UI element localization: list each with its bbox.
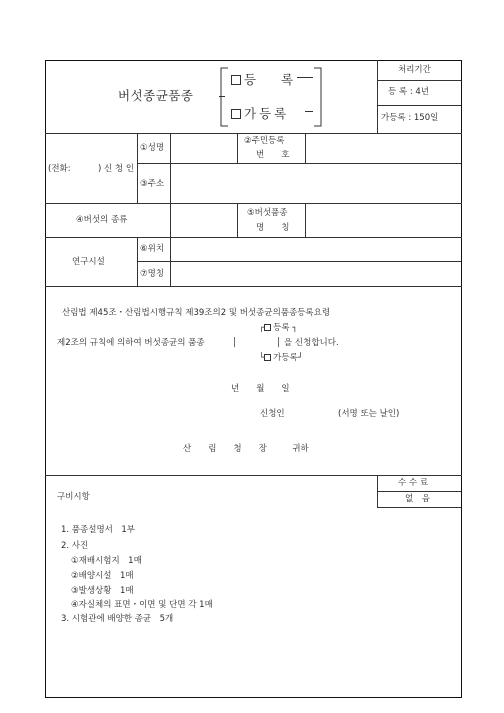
id-number-field[interactable] bbox=[306, 134, 460, 162]
document-item: ③발생상황 1매 bbox=[71, 586, 134, 596]
location-field[interactable] bbox=[171, 238, 460, 260]
location-label: ⑥위치 bbox=[140, 244, 165, 254]
facility-name-label: ⑦명칭 bbox=[140, 269, 165, 279]
signer-label: 신청인 bbox=[260, 409, 285, 419]
checkbox-icon[interactable] bbox=[231, 75, 241, 85]
mushroom-type-field[interactable] bbox=[171, 204, 236, 236]
document-item: 2. 사진 bbox=[61, 541, 89, 551]
register-period: 등 록 : 4년 bbox=[388, 87, 430, 97]
checkbox-icon[interactable] bbox=[264, 354, 271, 361]
variety-name-label: ⑤버섯품종 bbox=[247, 208, 288, 218]
phone-close: ) bbox=[98, 164, 102, 174]
document-item: 3. 시험관에 배양한 종균 5개 bbox=[61, 614, 174, 624]
variety-name-field[interactable] bbox=[306, 204, 460, 236]
option-provisional-small[interactable]: └ 가등록┘ bbox=[259, 353, 303, 363]
checkbox-icon[interactable] bbox=[264, 324, 271, 331]
document-item: 1. 품종설명서 1부 bbox=[61, 525, 135, 535]
id-number-label-2: 번 호 bbox=[256, 150, 290, 160]
checkbox-icon[interactable] bbox=[231, 109, 241, 119]
left-bracket bbox=[219, 67, 229, 127]
address-label: ③주소 bbox=[140, 179, 165, 189]
provisional-period: 가등록 : 150일 bbox=[381, 113, 439, 123]
phone-label: (전화: bbox=[48, 164, 71, 174]
bracket-left-glyph: │ bbox=[232, 338, 238, 348]
option-provisional-small-label: 가등록 bbox=[273, 353, 298, 363]
right-bracket bbox=[313, 67, 323, 127]
option-register[interactable] bbox=[231, 70, 293, 88]
statement-line-1: 산림법 제45조・산림법시행규칙 제39조의2 및 버섯종균의품종등록요령 bbox=[62, 308, 331, 318]
mushroom-type-label: ④버섯의 종류 bbox=[76, 215, 128, 225]
name-label: ①성명 bbox=[140, 143, 165, 153]
applicant-label: 신 청 인 bbox=[104, 164, 135, 174]
fee-label: 수 수 료 bbox=[398, 478, 429, 488]
provisional-rule bbox=[305, 111, 313, 112]
signature-note: (서명 또는 날인) bbox=[338, 409, 400, 419]
name-field[interactable] bbox=[171, 134, 236, 162]
processing-period-label: 처리기간 bbox=[398, 65, 431, 75]
document-item: ④자실체의 표면・이면 및 단면 각 1매 bbox=[71, 600, 213, 610]
document-item: ①재배시험지 1매 bbox=[71, 556, 142, 566]
option-register-label: 등 록 bbox=[244, 72, 294, 87]
address-field[interactable] bbox=[171, 164, 460, 202]
id-number-label: ②주민등록 bbox=[244, 136, 285, 146]
variety-name-label-2: 명 칭 bbox=[256, 223, 290, 233]
statement-line-2b: 을 신청합니다. bbox=[284, 338, 339, 348]
fee-value: 없 음 bbox=[405, 494, 430, 504]
research-facility-label: 연구시설 bbox=[72, 257, 105, 267]
facility-name-field[interactable] bbox=[171, 262, 460, 285]
date-line: 년 월 일 bbox=[231, 384, 290, 394]
option-provisional[interactable] bbox=[231, 104, 289, 122]
bracket-tie-left bbox=[219, 96, 225, 97]
register-rule bbox=[297, 77, 313, 78]
option-register-small-label: 등록 bbox=[273, 323, 290, 333]
statement-line-2a: 제2조의 규칙에 의하여 버섯종균의 품종 bbox=[57, 338, 205, 348]
option-provisional-label: 가등록 bbox=[244, 106, 290, 121]
bracket-right-glyph: │ bbox=[276, 338, 282, 348]
document-item: ②배양시설 1매 bbox=[71, 571, 134, 581]
documents-label: 구비시항 bbox=[57, 492, 90, 502]
option-register-small[interactable]: ┌ 등록 ┐ bbox=[259, 323, 298, 333]
addressee-line: 산 림 청 장 귀하 bbox=[183, 444, 309, 454]
form-title: 버섯종균품종 bbox=[118, 88, 194, 103]
